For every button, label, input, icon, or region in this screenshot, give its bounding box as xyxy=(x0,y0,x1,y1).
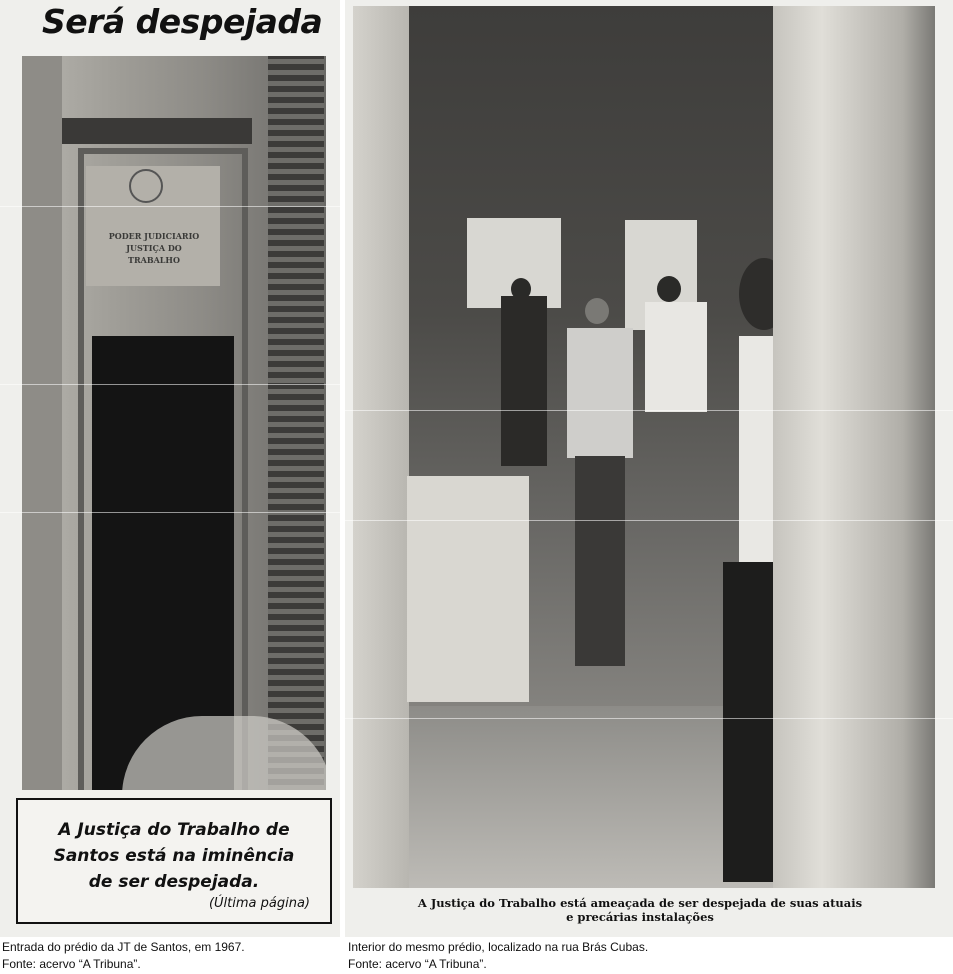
scan-artifact xyxy=(345,410,953,411)
left-column xyxy=(353,6,409,888)
plaque-line-1: PODER JUDICIARIO xyxy=(108,231,200,241)
service-counter xyxy=(407,476,529,702)
left-wall xyxy=(22,56,62,790)
building-entrance-photo xyxy=(22,56,326,790)
scan-artifact xyxy=(0,206,340,207)
scan-artifact xyxy=(0,384,340,385)
left-clipping xyxy=(0,0,340,937)
teaser-page-ref: (Última página) xyxy=(208,896,310,911)
right-column xyxy=(773,6,935,888)
plaque-line-2: JUSTIÇA DO TRABALHO xyxy=(126,243,182,265)
door-lintel xyxy=(62,118,252,144)
teaser-line-2: Santos está na iminência xyxy=(53,846,295,866)
person-trousers xyxy=(575,456,625,666)
headline: Será despejada xyxy=(42,2,323,41)
person xyxy=(501,296,547,466)
floor xyxy=(409,706,773,888)
left-credit-line-2: Fonte: acervo “A Tribuna”. xyxy=(2,957,141,971)
person-shirt xyxy=(645,302,707,412)
scan-artifact xyxy=(345,520,953,521)
side-grating xyxy=(268,56,324,790)
right-credit xyxy=(348,939,648,973)
person-shirt xyxy=(567,328,633,458)
left-credit xyxy=(2,939,245,973)
right-credit-line-1: Interior do mesmo prédio, localizado na rua Brás Cubas. xyxy=(348,940,649,954)
coat-of-arms-icon xyxy=(86,166,220,286)
plaque-text xyxy=(108,230,200,266)
teaser-line-1: A Justiça do Trabalho de xyxy=(58,820,290,840)
scan-artifact xyxy=(345,718,953,719)
caption-line-2: e precárias instalações xyxy=(566,910,714,924)
photo-caption xyxy=(345,896,935,924)
person-head xyxy=(657,276,681,302)
caption-line-1: A Justiça do Trabalho está ameaçada de ser despejada de suas atuais xyxy=(417,896,863,910)
right-clipping xyxy=(345,0,953,937)
teaser-box xyxy=(16,798,332,924)
building-interior-photo xyxy=(353,6,935,888)
person-head xyxy=(585,298,609,324)
teaser-line-3: de ser despejada. xyxy=(88,872,260,892)
right-credit-line-2: Fonte: acervo “A Tribuna”. xyxy=(348,957,487,971)
scan-artifact xyxy=(0,512,340,513)
court-plaque xyxy=(86,166,220,286)
left-credit-line-1: Entrada do prédio da JT de Santos, em 1967. xyxy=(2,940,245,954)
